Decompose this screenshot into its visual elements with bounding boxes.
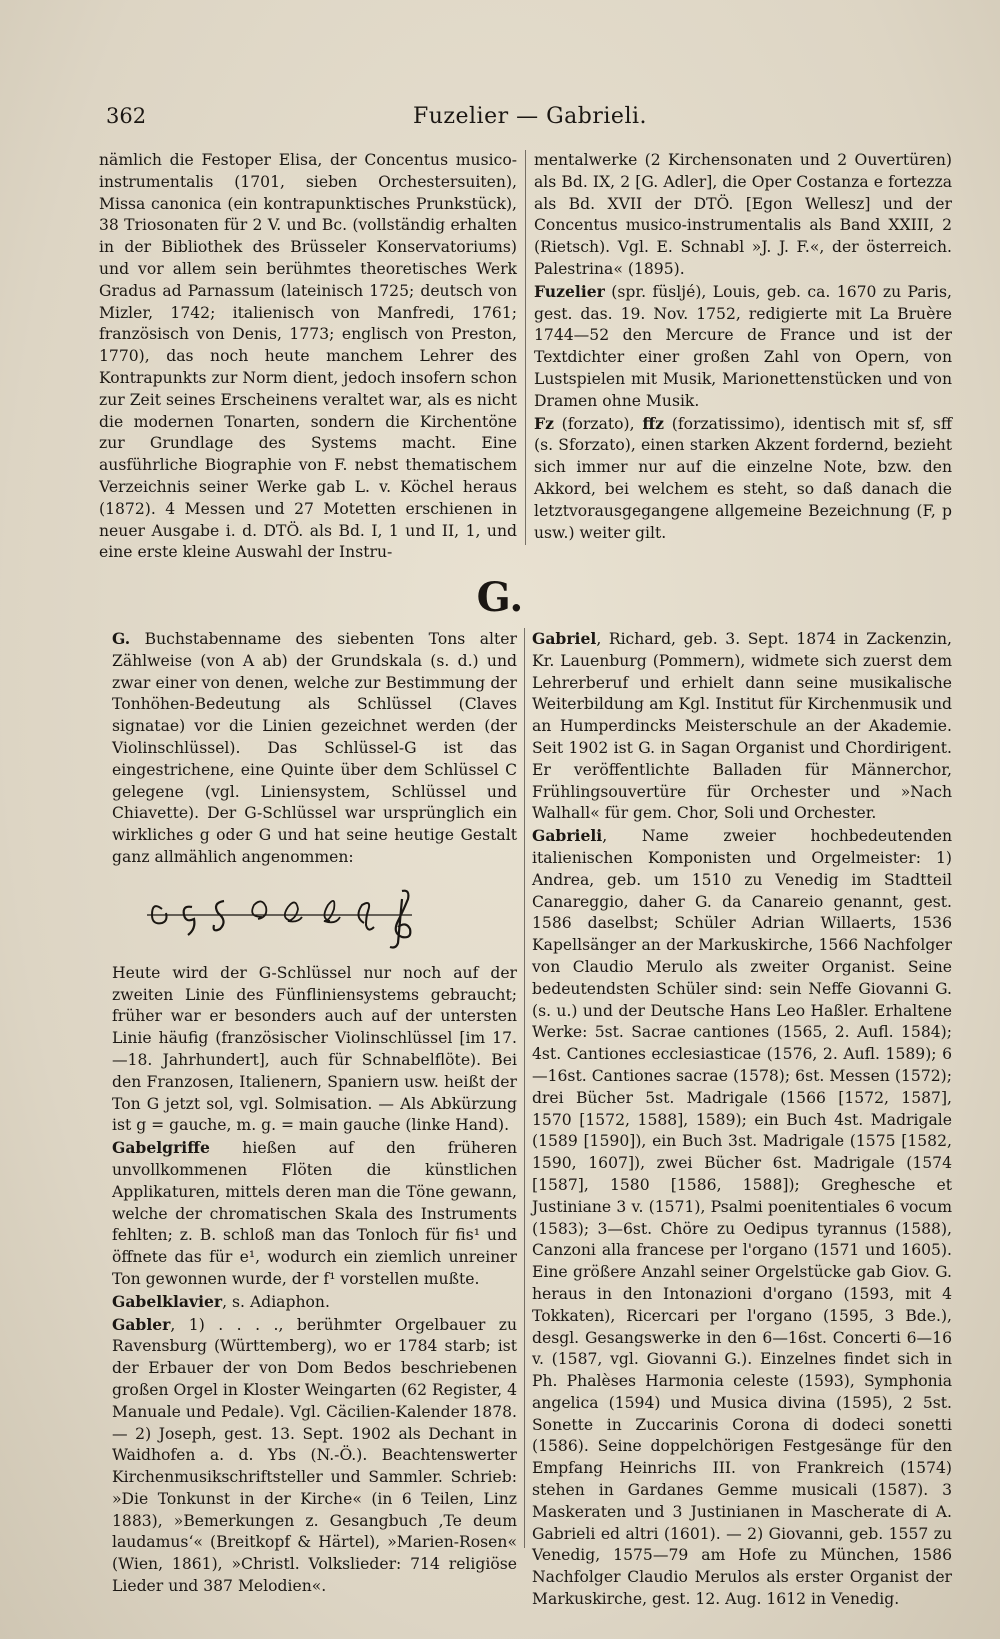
headword: Gabelgriffe xyxy=(112,1138,210,1158)
entry-text: (spr. füsljé), Louis, geb. ca. 1670 zu Paris, gest. das. 19. Nov. 1752, redigierte mit La Bruère 1744—52 den Mercure de France und ist der Textdichter einer großen Zahl von Opern, von Lustspielen mit Musik, Marionettenstücken und von Dramen ohne Musik. xyxy=(534,282,952,410)
headword: Fuzelier xyxy=(534,281,605,301)
headword: Gabelklavier xyxy=(112,1291,223,1311)
entry-text: , 1) . . . ., berühmter Orgelbauer zu Ravensburg (Württemberg), wo er 1784 starb; ist der Erbauer der von Dom Bedos beschriebenen großen Orgel in Kloster Weingarten (62 Register, 4 Manuale und Pedale). Vgl. Cäcilien-Kalender 1878. — 2) Joseph, gest. 13. Sept. 1902 als Dechant in Waidhofen a. d. Ybs (N.-Ö.). Beachtenswerter Kirchenmusikschriftsteller und Sammler. Schrieb: »Die Tonkunst in der Kirche« (in 6 Teilen, Linz 1883), »Bemerkungen z. Gesangbuch ‚Te deum laudamus‘« (Breitkopf & Härtel), »Marien-Rosen« (Wien, 1861), »Christl. Volkslieder: 714 religiöse Lieder und 387 Melodien«. xyxy=(112,1315,517,1596)
entry-text: , s. Adiaphon. xyxy=(222,1292,330,1311)
entry-gabrieli xyxy=(532,825,952,1611)
column-top-left xyxy=(99,150,517,564)
column-bottom-right xyxy=(532,628,952,1611)
column-bottom-left xyxy=(112,628,517,1598)
headword: G. xyxy=(112,629,131,648)
entry-text: hießen auf den früheren unvollkommenen Flöten die künstlichen Applikaturen, mittels deren man die Töne gewann, welche der chromatischen Skala des Instruments fehlten; z. B. schloß man das Tonloch für fis¹ und öffnete das für e¹, wodurch ein ziemlich unreiner Ton gewonnen wurde, der f¹ vorstellen mußte. xyxy=(112,1139,517,1288)
headword: ffz xyxy=(642,413,664,433)
entry-text: , Name zweier hochbedeutenden italienischen Komponisten und Orgelmeister: 1) Andrea, geb. um 1510 zu Venedig im Stadtteil Canareggio, daher G. da Canareio genannt, gest. 1586 daselbst; Schüler Adrian Willaerts, 1536 Kapellsänger an der Markuskirche, 1566 Nachfolger von Claudio Merulo als zweiter Organist. Seine bedeutendsten Schüler sind: sein Neffe Giovanni G. (s. u.) und der Deutsche Hans Leo Haßler. Erhaltene Werke: 5st. Sacrae cantiones (1565, 2. Aufl. 1584); 4st. Cantiones ecclesiasticae (1576, 2. Aufl. 1589); 6—16st. Cantiones sacrae (1578); 6st. Messen (1572); drei Bücher 5st. Madrigale (1566 [1572, 1587], 1570 [1572, 1588], 1589); ein Buch 4st. Madrigale (1589 [1590]), ein Buch 3st. Madrigale (1575 [1582, 1590, 1607]), zwei Bücher 6st. Madrigale (1574 [1587], 1580 [1586, 1588]); Greghesche et Justiniane 3 v. (1571), Psalmi poenitentiales 6 vocum (1583); 3—6st. Chöre zu Oedipus tyrannus (1588), Canzoni alla francese per l'organo (1571 und 1605). Eine größere Anzahl seiner Orgelstücke gab Giov. G. heraus in den Intonazioni d'organo (1593, mit 4 Tokkaten), Ricercari per l'organo (1595, 3 Bde.), desgl. Gesangswerke in den 6—16st. Concerti 6—16 v. (1587, vgl. Giovanni G.). Einzelnes findet sich in Ph. Phalèses Harmonia celeste (1593), Symphonia angelica (1594) und Musica divina (1595), 2 5st. Sonette in Zuccarinis Corona di dodeci sonetti (1586). Seine doppelchörigen Festgesänge für den Empfang Heinrichs III. von Frankreich (1574) stehen in Gardanes Gemme musicali (1587). 3 Maskeraten und 3 Justinianen in Mascherate di A. Gabrieli ed altri (1601). — 2) Giovanni, geb. 1557 zu Venedig, 1575—79 am Hofe zu München, 1586 Nachfolger Claudio Merulos als erster Organist der Markuskirche, gest. 12. Aug. 1612 in Venedig. xyxy=(532,827,952,1609)
entry-text: (forzato), xyxy=(553,414,643,433)
entry-continuation: nämlich die Festoper Elisa, der Concentus musico-instrumentalis (1701, sieben Orchestersuiten), Missa canonica (ein kontrapunktisches Prunkstück), 38 Triosonaten für 2 V. und Bc. (vollständig erhalten in der Bibliothek des Brüsseler Konservatoriums) und vor allem sein berühmtes theoretisches Werk Gradus ad Parnassum (lateinisch 1725; deutsch von Mizler, 1742; italienisch von Manfredi, 1761; französisch von Denis, 1773; englisch von Preston, 1770), das noch heute manchem Lehrer des Kontrapunkts zur Norm dient, jedoch insofern schon zur Zeit seines Erscheinens veraltet war, als es nicht die modernen Tonarten, sondern die Kirchentöne zur Grundlage des Systems macht. Eine ausführliche Biographie von F. nebst thematischem Verzeichnis seiner Werke gab L. v. Köchel heraus (1872). 4 Messen und 27 Motetten erschienen in neuer Ausgabe i. d. DTÖ. als Bd. I, 1 und II, 1, und eine erste kleine Auswahl der Instru- xyxy=(99,151,517,562)
headword: Gabrieli xyxy=(532,826,603,846)
headword: Gabriel xyxy=(532,629,597,648)
page-number: 362 xyxy=(106,104,147,128)
entry-g xyxy=(112,628,517,869)
entry-text: Heute wird der G-Schlüssel nur noch auf der zweiten Linie des Fünfliniensystems gebraucht; früher war er besonders auch auf der untersten Linie häufig (französischer Violinschlüssel [im 17.—18. Jahrhundert], auch für Schnabelflöte). Bei den Franzosen, Italienern, Spaniern usw. heißt der Ton G jetzt sol, vgl. Solmisation. — Als Abkürzung ist g = gauche, m. g. = main gauche (linke Hand). xyxy=(112,963,517,1135)
entry-continuation: mentalwerke (2 Kirchensonaten und 2 Ouvertüren) als Bd. IX, 2 [G. Adler], die Oper Costanza e fortezza als Bd. XVII der DTÖ. [Egon Wellesz] und der Concentus musico-instrumentalis als Band XXIII, 2 (Rietsch). Vgl. E. Schnabl »J. J. F.«, der österreich. Palestrina« (1895). xyxy=(534,151,952,278)
headword: Gabler xyxy=(112,1314,171,1334)
entry-gabelgriffe xyxy=(112,1137,517,1291)
column-divider-bottom xyxy=(524,628,525,1548)
entry-gabelklavier xyxy=(112,1291,517,1314)
g-clef-evolution-figure xyxy=(112,879,517,949)
column-top-right xyxy=(534,150,952,544)
running-title: Fuzelier — Gabrieli. xyxy=(412,104,648,129)
entry-text: (forzatissimo), identisch mit sf, sff (s. Sforzato), einen starken Akzent fordernd, bezieht sich immer nur auf die einzelne Note, bzw. den Akkord, bei welchem es steht, so daß danach die letztvorausgegangene allgemeine Bezeichnung (F, p usw.) weiter gilt. xyxy=(534,414,952,542)
clef-shapes-illustration xyxy=(112,879,442,949)
entry-fuzelier xyxy=(534,281,952,413)
column-divider-top xyxy=(525,150,526,545)
page-header xyxy=(100,104,960,140)
entry-text: Buchstabenname des siebenten Tons alter Zählweise (von A ab) der Grundskala (s. d.) und zwar einer von denen, welche zur Bestimmung der Tonhöhen-Bedeutung als Schlüssel (Claves signatae) vor die Linien gezeichnet werden (der Violinschlüssel). Das Schlüssel-G ist das eingestrichene, eine Quinte über dem Schlüssel C gelegene (vgl. Liniensystem, Schlüssel und Chiavette). Der G-Schlüssel war ursprünglich ein wirkliches g oder G und hat seine heutige Gestalt ganz allmählich angenommen: xyxy=(112,630,517,866)
section-letter: G. xyxy=(476,574,524,621)
entry-text: , Richard, geb. 3. Sept. 1874 in Zackenzin, Kr. Lauenburg (Pommern), widmete sich zuerst dem Lehrerberuf und erhielt dann seine musikalische Weiterbildung am Kgl. Institut für Kirchenmusik und an Humperdincks Meisterschule an der Akademie. Seit 1902 ist G. in Sagan Organist und Chordirigent. Er veröffentlichte Balladen für Männerchor, Frühlingsouvertüre für Orchester und »Nach Walhall« für gem. Chor, Soli und Orchester. xyxy=(532,630,952,823)
entry-fz xyxy=(534,413,952,545)
headword: Fz xyxy=(534,413,554,433)
entry-gabriel xyxy=(532,628,952,825)
entry-gabler xyxy=(112,1314,517,1598)
